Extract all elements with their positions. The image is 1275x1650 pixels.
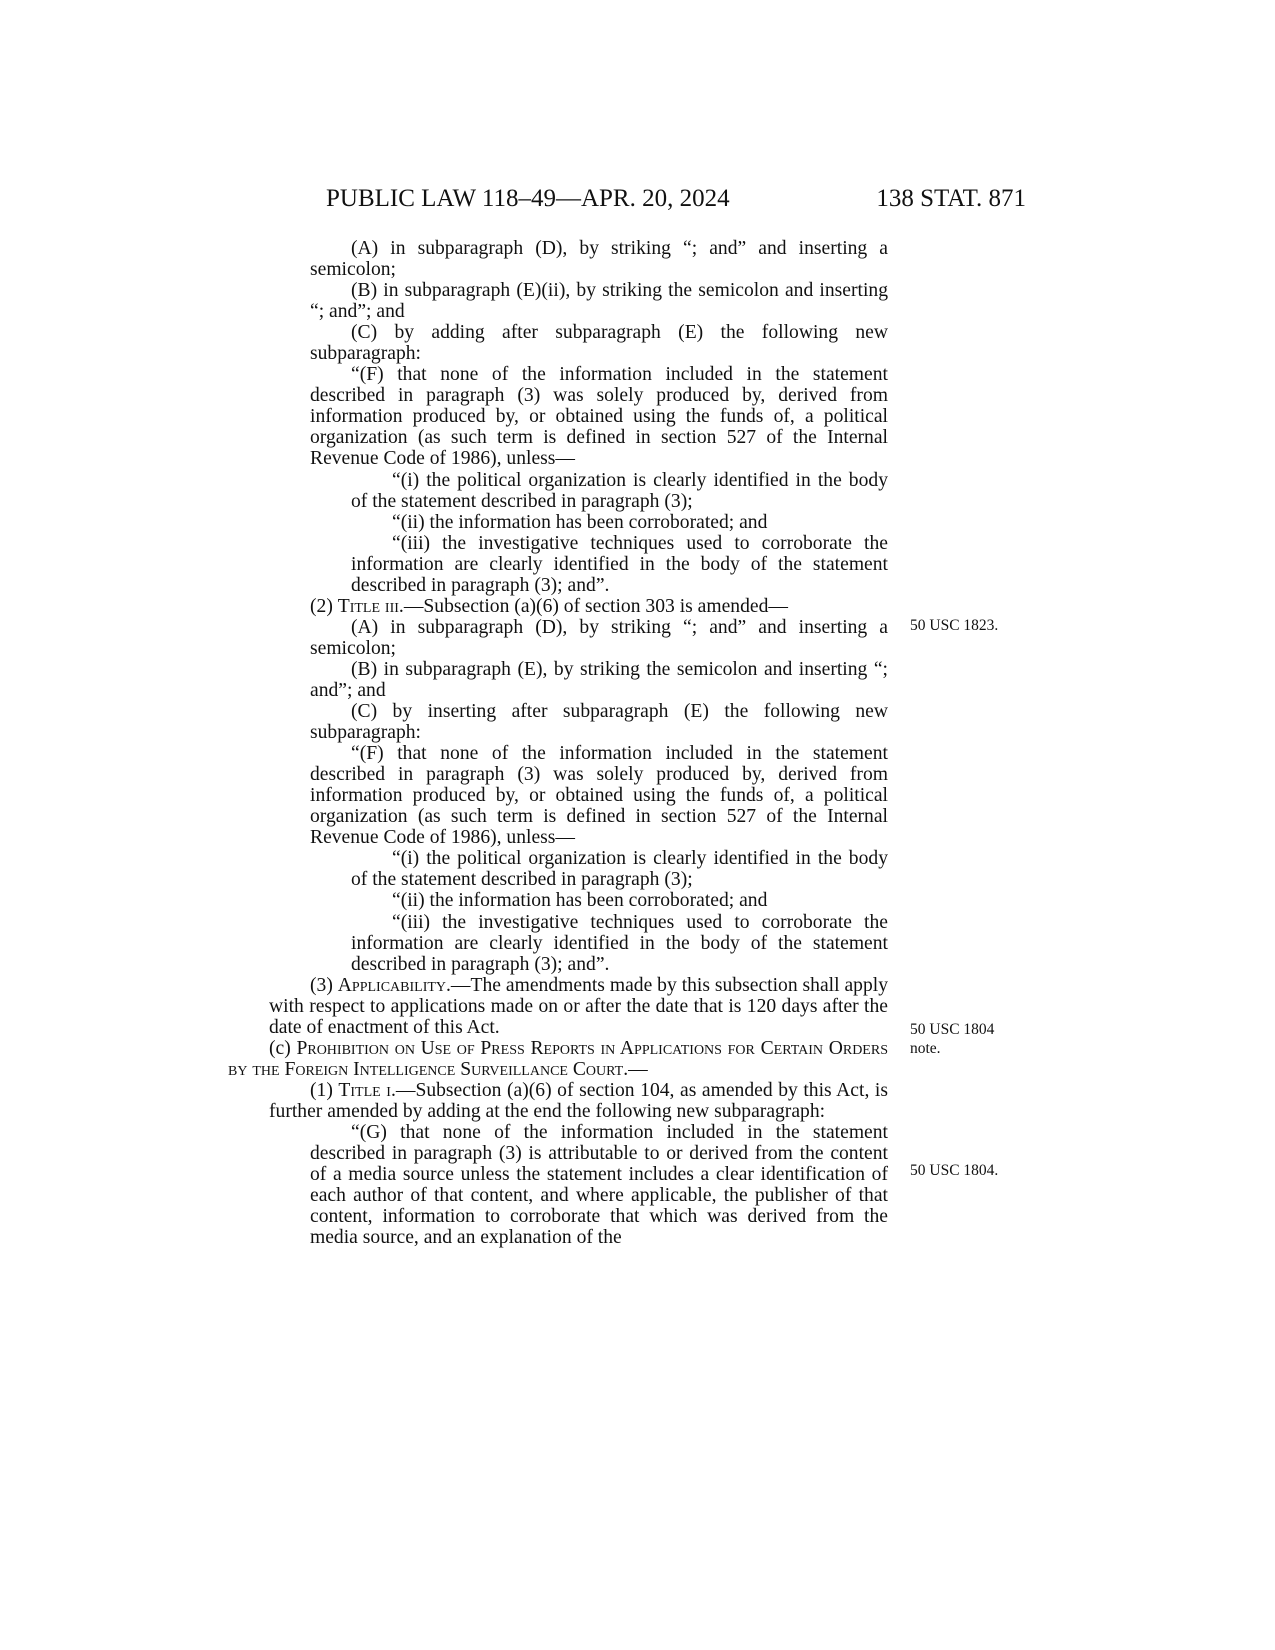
paragraph-b1: (B) in subparagraph (E)(ii), by striking the semicolon and inserting “; and”; and: [310, 280, 888, 323]
clause-iii-2: “(iii) the investigative techniques used to corroborate the information are clearly identified in the body of the statement described in paragraph (3); and”.: [351, 911, 888, 975]
paragraph-c1: (C) by adding after subparagraph (E) the following new subparagraph:: [310, 322, 888, 365]
margin-note-usc-1804-line2: note.: [910, 1040, 941, 1057]
paragraph-c2: (C) by inserting after subparagraph (E) the following new subparagraph:: [310, 701, 888, 744]
applicability-heading: Applicability: [337, 974, 447, 996]
title-i-num: (1): [310, 1079, 339, 1101]
subsection-c-dash: .—: [623, 1058, 648, 1080]
title-i-text: .—Subsection (a)(6) of section 104, as amended by this Act, is further amended by adding at the end the following new subparagraph:: [269, 1079, 888, 1122]
subsection-c-heading: [228, 1038, 888, 1080]
quoted-subparagraph-f1: “(F) that none of the information included in the statement described in paragraph (3) was solely produced by, derived from information produced by, or obtained using the funds of, a political organization (as such term is defined in section 527 of the Internal Revenue Code of 1986), unless—: [310, 364, 888, 470]
quoted-subparagraph-g: “(G) that none of the information included in the statement described in paragraph (3) is attributable to or derived from the content of a media source unless the statement includes a clear identification of each author of that content, and where applicable, the publisher of that content, information to corroborate that which was derived from the media source, and an explanation of the: [310, 1121, 888, 1249]
title-iii-num: (2): [310, 595, 338, 617]
title-i-heading: Title i: [338, 1079, 391, 1101]
paragraph-a2: (A) in subparagraph (D), by striking “; and” and inserting a semicolon;: [310, 616, 888, 659]
subsection-c-title: Prohibition on Use of Press Reports in Applications for Certain Orders by the Foreign Intelligence Surveillance Court: [228, 1037, 888, 1080]
applicability-text: .—The amendments made by this subsection shall apply with respect to applications made on or after the date that is 120 days after the date of enactment of this Act.: [269, 974, 888, 1038]
paragraph-applicability: [228, 975, 888, 1038]
clause-i-1: “(i) the political organization is clearly identified in the body of the statement described in paragraph (3);: [351, 469, 888, 512]
running-head-title: PUBLIC LAW 118–49—APR. 20, 2024: [326, 185, 730, 212]
title-iii-heading: Title iii: [337, 595, 399, 617]
clause-ii-2: “(ii) the information has been corroborated; and: [392, 890, 768, 912]
paragraph-title-iii: [228, 596, 888, 617]
quoted-subparagraph-f2: “(F) that none of the information included in the statement described in paragraph (3) was solely produced by, derived from information produced by, or obtained using the funds of, a political organization (as such term is defined in section 527 of the Internal Revenue Code of 1986), unless—: [310, 743, 888, 849]
clause-i-2: “(i) the political organization is clearly identified in the body of the statement described in paragraph (3);: [351, 848, 888, 891]
subsection-c-num: (c): [269, 1037, 297, 1059]
margin-note-usc-1804-line1: 50 USC 1804: [910, 1021, 995, 1038]
page-stat-number: 138 STAT. 871: [876, 185, 1026, 212]
paragraph-a1: (A) in subparagraph (D), by striking “; and” and inserting a semicolon;: [310, 238, 888, 281]
applicability-num: (3): [310, 974, 338, 996]
document-body: [228, 238, 888, 1248]
paragraph-b2: (B) in subparagraph (E), by striking the semicolon and inserting “; and”; and: [310, 658, 888, 701]
clause-ii-1: “(ii) the information has been corroborated; and: [392, 511, 768, 533]
margin-note-usc-1804: 50 USC 1804.: [910, 1162, 999, 1179]
margin-note-usc-1823: 50 USC 1823.: [910, 617, 999, 634]
paragraph-title-i: [228, 1080, 888, 1122]
clause-iii-1: “(iii) the investigative techniques used to corroborate the information are clearly identified in the body of the statement described in paragraph (3); and”.: [351, 532, 888, 596]
title-iii-text: .—Subsection (a)(6) of section 303 is amended—: [398, 595, 788, 617]
